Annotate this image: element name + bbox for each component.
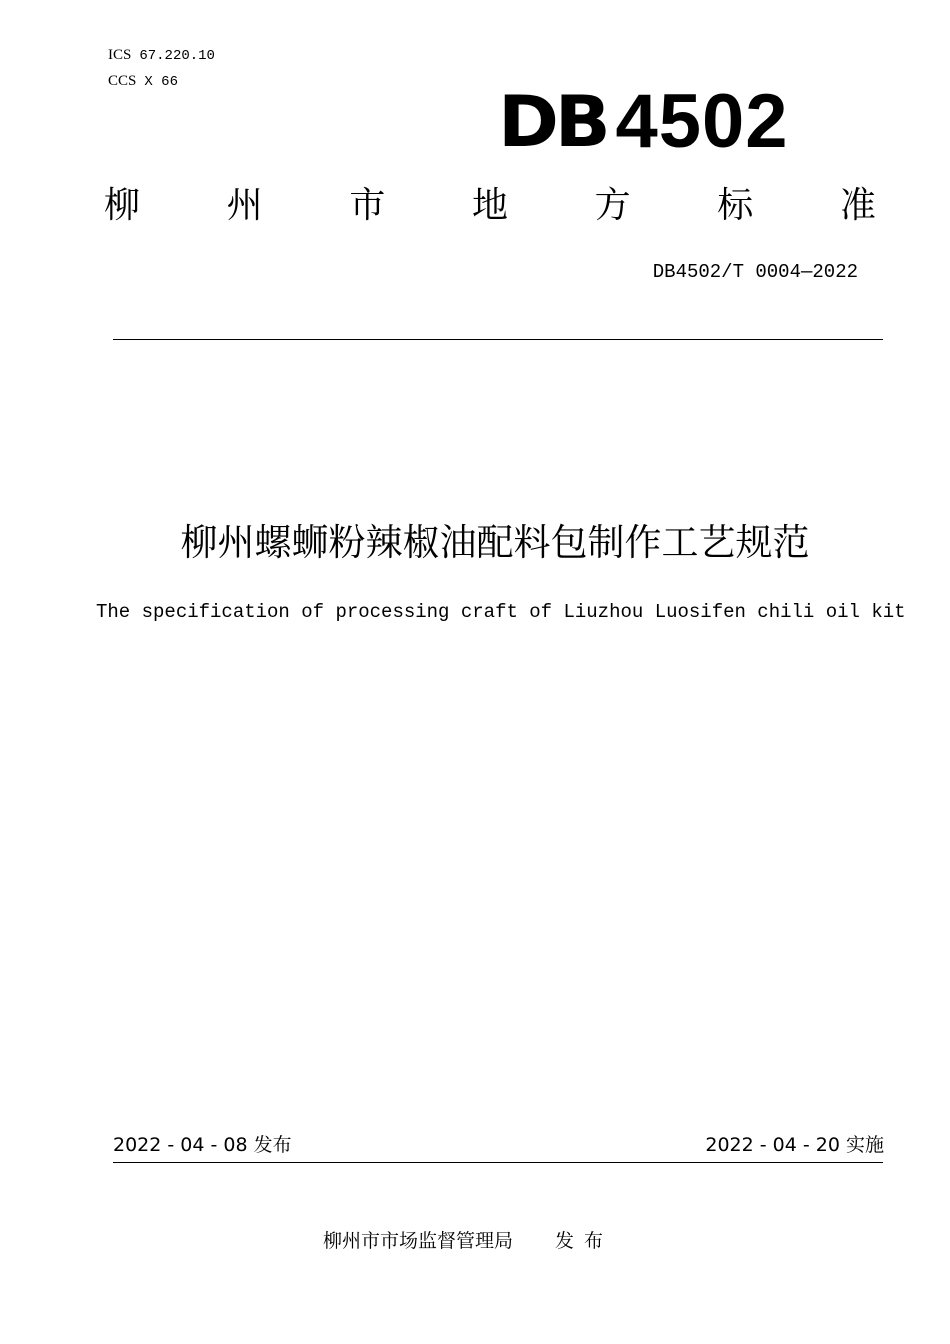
- category-char: 标: [717, 185, 754, 226]
- category-char: 方: [594, 185, 631, 226]
- ccs-classification: [108, 72, 178, 91]
- category-char: 准: [839, 185, 876, 226]
- ics-code: 67.220.10: [139, 48, 215, 64]
- issuer-line: [323, 1228, 613, 1254]
- issuer-action: 发布: [555, 1230, 614, 1252]
- standard-mark-logo: [498, 79, 789, 164]
- category-char: 柳: [104, 185, 141, 226]
- category-char: 地: [471, 185, 508, 226]
- document-title-english: The specification of processing craft of Liuzhou Luosifen chili oil kit: [96, 601, 906, 623]
- category-char: 州: [226, 185, 263, 226]
- header-divider: [113, 339, 883, 340]
- ics-classification: [108, 46, 215, 65]
- footer-divider: [113, 1162, 883, 1163]
- standard-mark-number: 4502: [615, 79, 789, 164]
- effective-date: 2022 - 04 - 20 实施: [705, 1134, 884, 1156]
- ccs-code: X 66: [144, 74, 178, 90]
- document-title-chinese: 柳州螺蛳粉辣椒油配料包制作工艺规范: [180, 521, 810, 564]
- standard-category: [104, 184, 876, 228]
- issuer-name: 柳州市市场监督管理局: [323, 1230, 514, 1252]
- publish-date: 2022 - 04 - 08 发布: [113, 1134, 292, 1156]
- category-char: 市: [349, 185, 386, 226]
- standard-number: DB4502/T 0004—2022: [652, 261, 858, 283]
- standard-mark-letters: DB: [498, 81, 607, 163]
- ccs-label: CCS: [108, 73, 137, 89]
- ics-label: ICS: [108, 47, 132, 63]
